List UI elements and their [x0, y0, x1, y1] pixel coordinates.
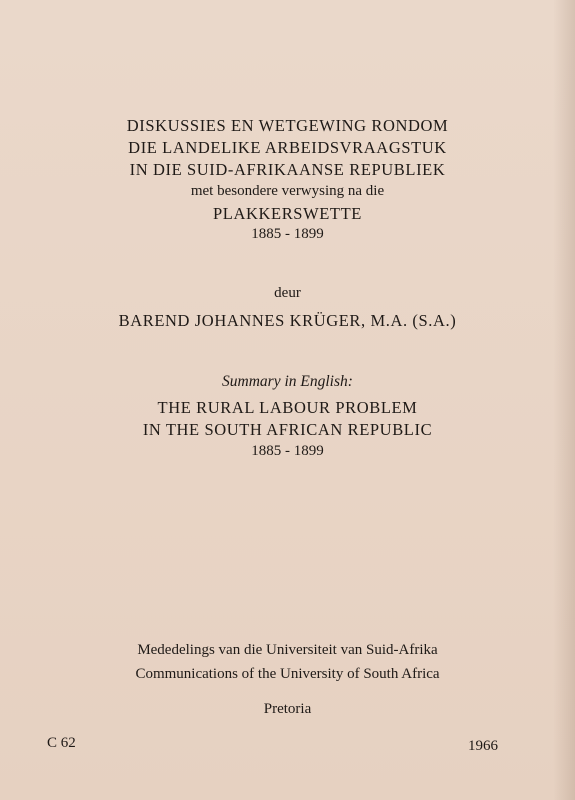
- title-years: 1885 - 1899: [251, 226, 324, 242]
- author-name: BAREND JOHANNES KRÜGER, M.A. (S.A.): [118, 311, 457, 330]
- summary-label: Summary in English:: [222, 373, 353, 390]
- title-line-3: IN DIE SUID-AFRIKAANSE REPUBLIEK: [129, 160, 446, 179]
- title-line-1: DISKUSSIES EN WETGEWING RONDOM: [126, 116, 449, 135]
- catalog-code: C 62: [47, 735, 76, 751]
- publisher-place: Pretoria: [263, 701, 312, 717]
- title-subtitle: met besondere verwysing na die: [190, 183, 385, 199]
- publisher-line-1: Mededelings van die Universiteit van Suid-Afrika: [137, 642, 438, 658]
- summary-years: 1885 - 1899: [251, 443, 324, 459]
- title-line-2: DIE LANDELIKE ARBEIDSVRAAGSTUK: [128, 138, 447, 157]
- summary-line-1: THE RURAL LABOUR PROBLEM: [157, 398, 418, 417]
- publisher-line-2: Communications of the University of South Africa: [135, 666, 440, 682]
- title-line-4: PLAKKERSWETTE: [213, 204, 362, 223]
- publication-year: 1966: [468, 738, 498, 754]
- author-by: deur: [274, 285, 301, 301]
- summary-line-2: IN THE SOUTH AFRICAN REPUBLIC: [142, 420, 433, 439]
